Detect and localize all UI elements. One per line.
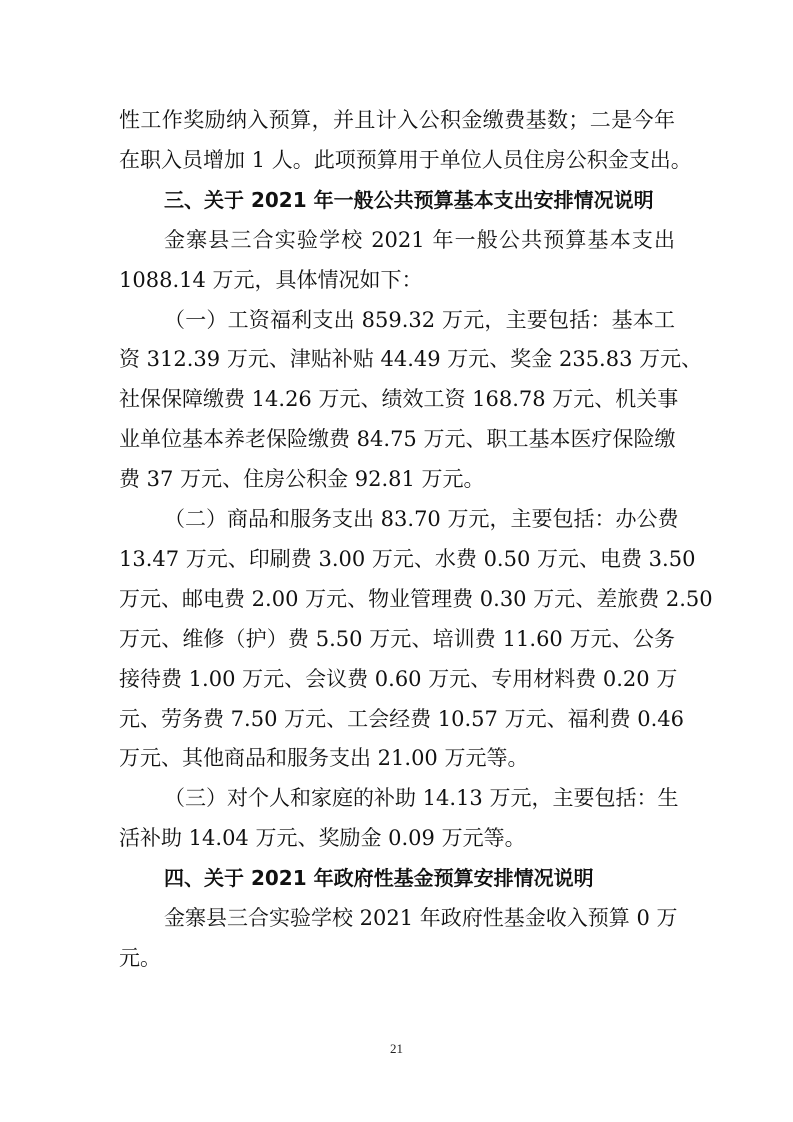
paragraph-line: 在职入员增加 1 人。此项预算用于单位人员住房公积金支出。 [119,147,692,172]
paragraph-line: 元、劳务费 7.50 万元、工会经费 10.57 万元、福利费 0.46 [119,706,685,731]
paragraph-line: 万元、邮电费 2.00 万元、物业管理费 0.30 万元、差旅费 2.50 [119,586,713,611]
paragraph-line: （一）工资福利支出 859.32 万元，主要包括：基本工 [164,307,675,332]
paragraph-line: 1088.14 万元，具体情况如下： [119,267,423,292]
paragraph-line: 活补助 14.04 万元、奖励金 0.09 万元等。 [119,826,526,851]
paragraph-line: 费 37 万元、住房公积金 92.81 万元。 [119,467,485,492]
paragraph-line: （三）对个人和家庭的补助 14.13 万元，主要包括：生 [164,786,679,811]
paragraph-line: 金寨县三合实验学校 2021 年一般公共预算基本支出 [164,227,675,252]
paragraph-line: 元。 [119,945,161,970]
paragraph-line: 13.47 万元、印刷费 3.00 万元、水费 0.50 万元、电费 3.50 [119,546,696,571]
page-number: 21 [390,1041,403,1056]
paragraph-line: 社保保障缴费 14.26 万元、绩效工资 168.78 万元、机关事 [119,387,679,412]
paragraph-line: （二）商品和服务支出 83.70 万元，主要包括：办公费 [164,507,679,531]
paragraph-line: 万元、维修（护）费 5.50 万元、培训费 11.60 万元、公务 [119,626,675,651]
section-heading-4: 四、关于 2021 年政府性基金预算安排情况说明 [164,866,594,891]
section-heading-3: 三、关于 2021 年一般公共预算基本支出安排情况说明 [164,187,654,212]
paragraph-line: 万元、其他商品和服务支出 21.00 万元等。 [119,746,529,771]
paragraph-line: 接待费 1.00 万元、会议费 0.60 万元、专用材料费 0.20 万 [119,666,678,691]
paragraph-line: 金寨县三合实验学校 2021 年政府性基金收入预算 0 万 [164,906,678,930]
paragraph-line: 性工作奖励纳入预算，并且计入公积金缴费基数；二是今年 [119,108,675,132]
paragraph-line: 资 312.39 万元、津贴补贴 44.49 万元、奖金 235.83 万元、 [119,347,703,372]
paragraph-line: 业单位基本养老保险缴费 84.75 万元、职工基本医疗保险缴 [119,427,676,452]
